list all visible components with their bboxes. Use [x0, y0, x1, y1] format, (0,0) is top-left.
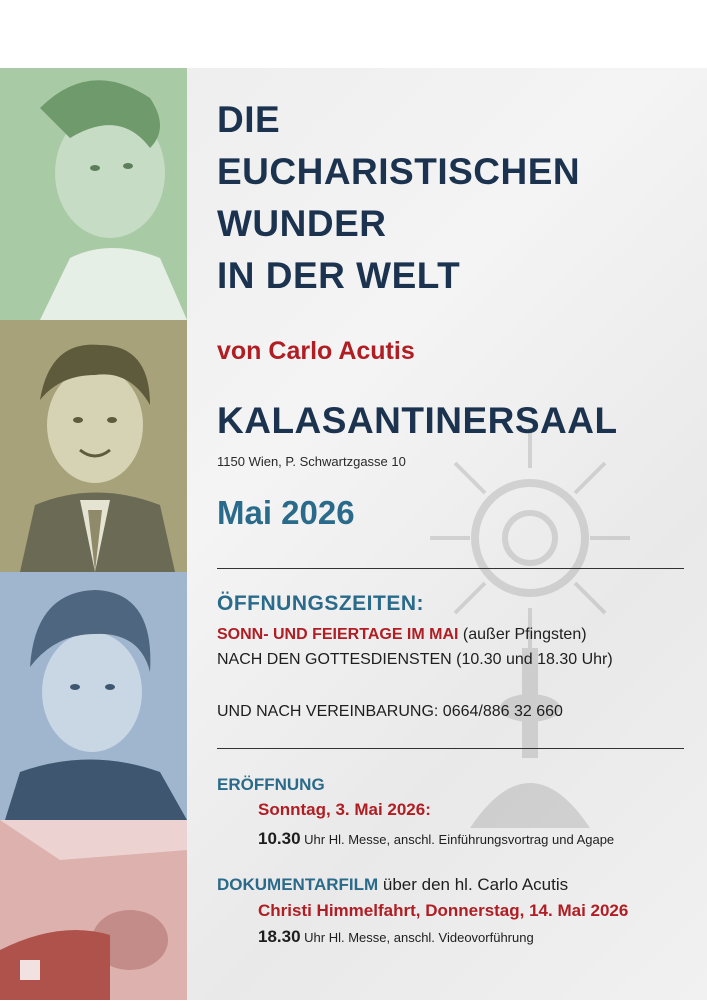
venue-address: 1150 Wien, P. Schwartzgasse 10: [217, 454, 406, 469]
event-heading-title: DOKUMENTARFILM: [217, 875, 379, 894]
opening-hours-note: (außer Pfingsten): [458, 626, 587, 643]
opening-hours-line-1: [217, 626, 587, 644]
monstrance-watermark-icon: [430, 408, 630, 828]
event-date: Christi Himmelfahrt, Donnerstag, 14. Mai 2026: [258, 901, 629, 920]
event-description: Uhr Hl. Messe, anschl. Einführungsvortrag und Agape: [300, 832, 615, 847]
portrait-photo-blue: [0, 572, 187, 820]
opening-hours-heading: ÖFFNUNGSZEITEN:: [217, 592, 424, 615]
title-line-1: DIE: [217, 99, 281, 140]
event-time: 18.30: [258, 927, 301, 946]
title-line-2: EUCHARISTISCHEN: [217, 151, 581, 192]
exhibition-title: [217, 94, 580, 302]
divider: [217, 568, 684, 569]
portrait-photo-green: [0, 68, 187, 320]
event-date: Sonntag, 3. Mai 2026:: [258, 800, 431, 819]
event-time: 10.30: [258, 829, 301, 848]
event-heading-title: ERÖFFNUNG: [217, 775, 325, 794]
title-line-4: IN DER WELT: [217, 255, 461, 296]
opening-hours-line-3: UND NACH VEREINBARUNG: 0664/886 32 660: [217, 703, 563, 720]
venue-name: KALASANTINERSAAL: [217, 400, 618, 441]
exhibition-month: Mai 2026: [217, 494, 355, 531]
poster: [0, 68, 707, 1000]
divider: [217, 748, 684, 749]
opening-hours-emphasis: SONN- UND FEIERTAGE IM MAI: [217, 626, 459, 643]
event-heading: [217, 875, 568, 895]
event-description: Uhr Hl. Messe, anschl. Videovorführung: [300, 930, 534, 945]
event-heading-subtitle: über den hl. Carlo Acutis: [378, 875, 569, 894]
opening-hours-line-2: NACH DEN GOTTESDIENSTEN (10.30 und 18.30 Uhr): [217, 651, 613, 668]
author-line: von Carlo Acutis: [217, 337, 415, 365]
portrait-photo-olive: [0, 320, 187, 572]
title-line-3: WUNDER: [217, 203, 387, 244]
portrait-photo-red: [0, 820, 187, 1000]
event-detail: [258, 927, 534, 947]
event-detail: [258, 829, 614, 849]
event-heading: [217, 775, 325, 795]
